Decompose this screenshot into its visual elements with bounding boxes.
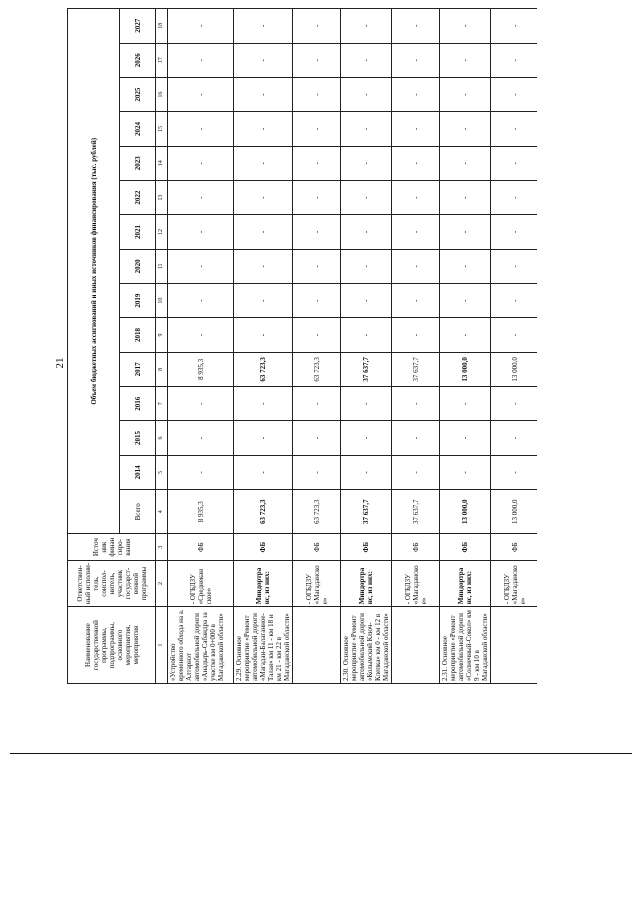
row-year-value: -	[293, 318, 341, 352]
page-separator-line	[10, 753, 632, 754]
row-year-value: -	[392, 180, 440, 214]
column-index: 16	[156, 77, 168, 111]
row-total: 37 637,7	[392, 490, 440, 534]
row-name	[392, 607, 440, 684]
table-row	[440, 9, 491, 684]
row-year-value: -	[491, 387, 538, 421]
row-total: 13 000,0	[491, 490, 538, 534]
table-row	[168, 9, 234, 684]
column-index: 6	[156, 421, 168, 455]
row-year-value: -	[491, 318, 538, 352]
row-year-value: -	[341, 146, 392, 180]
row-year-value: -	[491, 180, 538, 214]
row-year-value: -	[392, 284, 440, 318]
row-year-value: -	[392, 77, 440, 111]
row-year-value: -	[293, 180, 341, 214]
row-year-value: -	[234, 9, 293, 44]
row-year-value: -	[392, 421, 440, 455]
row-name: 2.30. Основное мероприятие «Ремонт автомобильной дороги «Колымский Ключ-Клепка» км 0 - км 12 в Магаданской области»	[341, 607, 392, 684]
header-year: 2020	[120, 249, 156, 283]
table-row	[491, 9, 538, 684]
row-year-value: -	[168, 215, 234, 249]
row-year-value: -	[491, 9, 538, 44]
row-responsible: Миндортра нс, из них:	[234, 560, 293, 606]
row-year-value: -	[341, 284, 392, 318]
row-responsible: - ОГБДЗУ «Магаданско е»	[392, 560, 440, 606]
row-year-value: -	[392, 112, 440, 146]
row-name: 2.29. Основное мероприятие «Ремонт автомобильной дороги «Магадан-Балаганное-Талая» км 11 - км 18 и км 21 - км 22 в Магаданской области»	[234, 607, 293, 684]
row-year-value: -	[168, 284, 234, 318]
column-index: 1	[156, 607, 168, 684]
header-year: 2025	[120, 77, 156, 111]
row-year-value: -	[341, 455, 392, 489]
row-year-value: -	[341, 112, 392, 146]
column-index: 2	[156, 560, 168, 606]
row-year-value: -	[440, 318, 491, 352]
row-year-value: -	[234, 112, 293, 146]
row-year-value: -	[168, 455, 234, 489]
column-index: 17	[156, 43, 168, 77]
row-source: ФБ	[341, 534, 392, 560]
row-year-value: -	[293, 215, 341, 249]
header-year: 2016	[120, 387, 156, 421]
row-source: ФБ	[491, 534, 538, 560]
row-year-value: -	[440, 455, 491, 489]
row-year-value: -	[234, 318, 293, 352]
row-total: 63 723,3	[293, 490, 341, 534]
row-year-value: -	[293, 112, 341, 146]
row-responsible: - ОГБДЗУ «Магаданско е»	[293, 560, 341, 606]
row-total: 63 723,3	[234, 490, 293, 534]
header-source: Источ ник финан сиро-вания	[68, 534, 156, 560]
column-index: 4	[156, 490, 168, 534]
row-name	[491, 607, 538, 684]
column-index: 11	[156, 249, 168, 283]
row-year-value: 13 000,0	[491, 352, 538, 386]
row-year-value: -	[440, 43, 491, 77]
header-funding: Объем бюджетных ассигнований и иных источников финансирования (тыс. рублей)	[68, 9, 120, 535]
row-year-value: -	[234, 77, 293, 111]
row-year-value: -	[491, 455, 538, 489]
row-year-value: -	[293, 249, 341, 283]
row-year-value: -	[293, 421, 341, 455]
page-number: 21	[54, 357, 66, 369]
row-year-value: -	[491, 112, 538, 146]
row-year-value: -	[168, 146, 234, 180]
row-year-value: -	[168, 43, 234, 77]
row-year-value: -	[168, 77, 234, 111]
row-year-value: -	[392, 146, 440, 180]
column-index: 7	[156, 387, 168, 421]
row-responsible: - ОГБДЗУ «Среднекан ское»	[168, 560, 234, 606]
row-year-value: -	[234, 146, 293, 180]
rotated-table-frame	[67, 8, 537, 684]
row-year-value: -	[341, 249, 392, 283]
row-name: 2.31. Основное мероприятие «Ремонт автомобильной дороги «Солнечный-Сокол» км 9 - км 10 в Магаданской области»	[440, 607, 491, 684]
row-year-value: -	[392, 318, 440, 352]
row-year-value: -	[234, 455, 293, 489]
row-year-value: -	[341, 180, 392, 214]
header-year: 2019	[120, 284, 156, 318]
row-year-value: -	[440, 180, 491, 214]
row-year-value: -	[440, 421, 491, 455]
row-responsible: Миндортра нс, из них:	[440, 560, 491, 606]
row-year-value: 13 000,0	[440, 352, 491, 386]
column-index: 10	[156, 284, 168, 318]
row-year-value: -	[440, 284, 491, 318]
row-year-value: -	[341, 318, 392, 352]
row-source: ФБ	[293, 534, 341, 560]
row-year-value: -	[491, 215, 538, 249]
header-total: Всего	[120, 490, 156, 534]
row-year-value: -	[293, 387, 341, 421]
row-year-value: 63 723,3	[293, 352, 341, 386]
row-year-value: -	[168, 112, 234, 146]
header-year: 2023	[120, 146, 156, 180]
header-responsible: Ответствен-ный исполни-тель, соиспол-нитель, участник государст-венной программы	[68, 560, 156, 606]
header-year: 2021	[120, 215, 156, 249]
row-year-value: 37 637,7	[392, 352, 440, 386]
row-year-value: -	[341, 77, 392, 111]
budget-table	[67, 8, 537, 684]
row-year-value: -	[293, 455, 341, 489]
row-total: 37 637,7	[341, 490, 392, 534]
row-total: 13 000,0	[440, 490, 491, 534]
row-source: ФБ	[168, 534, 234, 560]
column-index: 14	[156, 146, 168, 180]
row-year-value: -	[293, 9, 341, 44]
row-year-value: -	[293, 43, 341, 77]
row-year-value: -	[392, 9, 440, 44]
row-year-value: -	[440, 215, 491, 249]
table-row	[293, 9, 341, 684]
row-responsible: Миндортра нс, из них:	[341, 560, 392, 606]
row-year-value: -	[234, 249, 293, 283]
row-year-value: -	[392, 215, 440, 249]
row-year-value: -	[168, 9, 234, 44]
row-year-value: -	[491, 77, 538, 111]
row-name: «Устройство временного обхода на а. Алтарнэт автомобильной дороги «Анадырь-Сабандра за участке км 0+000 в Магаданской области»	[168, 607, 234, 684]
row-year-value: -	[392, 387, 440, 421]
row-year-value: -	[440, 77, 491, 111]
header-year: 2014	[120, 455, 156, 489]
column-index: 5	[156, 455, 168, 489]
row-source: ФБ	[440, 534, 491, 560]
row-year-value: -	[234, 180, 293, 214]
column-index: 12	[156, 215, 168, 249]
row-year-value: -	[341, 9, 392, 44]
row-name	[293, 607, 341, 684]
row-year-value: -	[491, 146, 538, 180]
row-source: ФБ	[392, 534, 440, 560]
row-year-value: -	[234, 387, 293, 421]
row-year-value: 63 723,3	[234, 352, 293, 386]
row-year-value: 37 637,7	[341, 352, 392, 386]
row-year-value: -	[491, 249, 538, 283]
column-index: 13	[156, 180, 168, 214]
row-responsible: - ОГБДЗУ «Магаданско е»	[491, 560, 538, 606]
header-year: 2024	[120, 112, 156, 146]
row-year-value: -	[168, 249, 234, 283]
row-year-value: -	[234, 43, 293, 77]
row-year-value: -	[392, 43, 440, 77]
row-year-value: -	[234, 284, 293, 318]
row-year-value: -	[293, 284, 341, 318]
row-year-value: -	[168, 387, 234, 421]
header-year: 2015	[120, 421, 156, 455]
header-year: 2017	[120, 352, 156, 386]
row-total: 8 935,3	[168, 490, 234, 534]
row-year-value: -	[341, 215, 392, 249]
table-row	[341, 9, 392, 684]
row-year-value: -	[440, 146, 491, 180]
column-index: 18	[156, 9, 168, 44]
header-year: 2026	[120, 43, 156, 77]
row-year-value: -	[491, 421, 538, 455]
row-year-value: -	[440, 249, 491, 283]
header-year: 2022	[120, 180, 156, 214]
row-year-value: -	[440, 387, 491, 421]
row-year-value: -	[234, 215, 293, 249]
header-year: 2018	[120, 318, 156, 352]
row-year-value: -	[168, 318, 234, 352]
row-year-value: -	[341, 43, 392, 77]
column-index: 15	[156, 112, 168, 146]
rotated-table-area	[67, 8, 537, 684]
row-year-value: -	[491, 43, 538, 77]
row-year-value: -	[341, 387, 392, 421]
row-year-value: -	[234, 421, 293, 455]
row-source: ФБ	[234, 534, 293, 560]
table-row	[234, 9, 293, 684]
row-year-value: -	[491, 284, 538, 318]
column-index: 9	[156, 318, 168, 352]
row-year-value: 8 935,3	[168, 352, 234, 386]
row-year-value: -	[392, 455, 440, 489]
column-index: 3	[156, 534, 168, 560]
row-year-value: -	[341, 421, 392, 455]
row-year-value: -	[168, 180, 234, 214]
table-row	[392, 9, 440, 684]
row-year-value: -	[392, 249, 440, 283]
header-name: Наименование государственной программы, подпрограммы, основного мероприятия, мероприятия	[68, 607, 156, 684]
row-year-value: -	[293, 146, 341, 180]
row-year-value: -	[440, 112, 491, 146]
row-year-value: -	[168, 421, 234, 455]
row-year-value: -	[440, 9, 491, 44]
column-index-row	[156, 9, 168, 684]
column-index: 8	[156, 352, 168, 386]
header-year: 2027	[120, 9, 156, 44]
row-year-value: -	[293, 77, 341, 111]
